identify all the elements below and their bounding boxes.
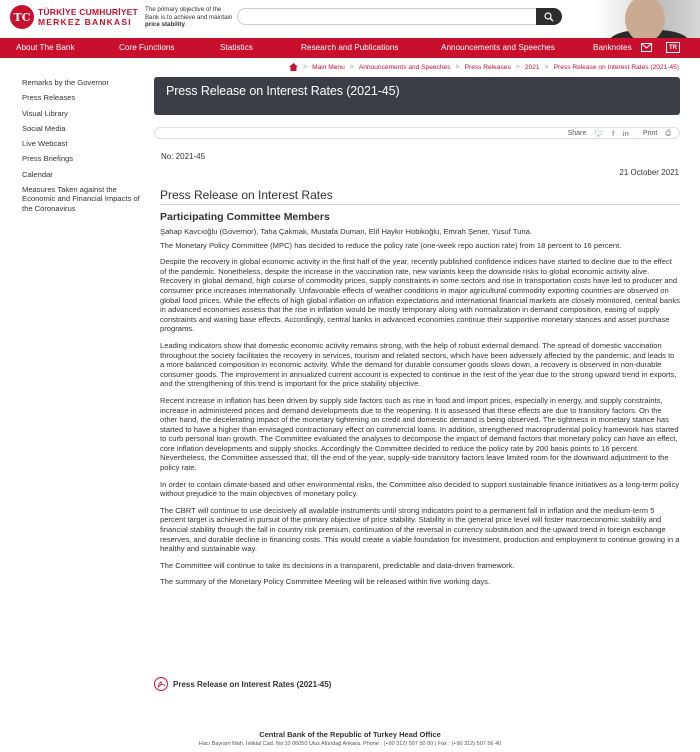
sidebar [22, 78, 142, 219]
governor-photo [595, 0, 700, 38]
page-title: Press Release on Interest Rates (2021-45) [166, 84, 400, 98]
share-bar [154, 127, 680, 139]
paragraph: The CBRT will continue to use decisively all available instruments until strong indicators point to a permanent fall in inflation and the medium-term 5 percent target is achieved in pursuit of the primary objective of price stability. Stability in the general price level will foster macroeconomic stability and financial stability through the fall in country risk premium, continuation of the reversal in currency substitution and the upward trend in foreign exchange reserves, and durable decline in financing costs. This would create a viable foundation for investment, production and employment to continue growing in a healthy and sustainable way. [160, 505, 680, 554]
paragraph: The Committee will continue to take its decisions in a transparent, predictable and data-driven framework. [160, 560, 515, 570]
footer-title: Central Bank of the Republic of Turkey Head Office [259, 730, 441, 739]
logo-mark-icon: TC [10, 5, 34, 29]
language-switch[interactable]: TR [666, 42, 680, 53]
paragraph: Leading indicators show that domestic economic activity remains strong, with the help of robust external demand. The spread of domestic vaccination throughout the society facilitates the recovery in services, tourism and related sectors, which have been adversely affected by the pandemic, and leads to a more balanced composition in economic activity. While the demand for durable consumer goods slows down, a recovery is observed in non-durable consumer goods. The improvement in annualized current account is expected to continue in the rest of the year due to the strong upward trend in exports, and the strengthening of this trend is important for the price stability objective. [160, 340, 677, 389]
nav-core-functions[interactable]: Core Functions [119, 43, 175, 52]
print-label[interactable]: Print [642, 130, 658, 137]
committee-members: Şahap Kavcıoğlu (Governor), Taha Çakmak, Mustafa Duman, Elif Haykır Hobikoğlu, Emrah Şener, Yusuf Tuna. [160, 227, 532, 236]
content-title: Press Release on Interest Rates [160, 188, 680, 205]
mail-icon[interactable] [641, 43, 652, 52]
paragraph: The Monetary Policy Committee (MPC) has decided to reduce the policy rate (one-week repo auction rate) from 18 percent to 16 percent. [160, 240, 622, 250]
print-icon[interactable]: ⎙ [665, 129, 671, 137]
sidebar-item-press-releases[interactable]: Press Releases [22, 93, 76, 103]
page-title-bar [154, 77, 680, 115]
sidebar-item-calendar[interactable]: Calendar [22, 169, 53, 179]
sidebar-item-remarks-by-the-governor[interactable]: Remarks by the Governor [22, 78, 109, 87]
share-label: Share [567, 130, 587, 137]
breadcrumb-year[interactable]: 2021 [524, 63, 540, 71]
breadcrumb-current[interactable]: Press Release on Interest Rates (2021-45) [553, 63, 679, 71]
sidebar-item-live-webcast[interactable]: Live Webcast [22, 139, 68, 149]
sidebar-item-coronavirus-measures[interactable]: Measures Taken against the Economic and Financial Impacts of the Coronavirus [22, 185, 140, 213]
press-release-body [160, 227, 680, 594]
nav-research-and-publications[interactable]: Research and Publications [301, 43, 399, 52]
twitter-icon[interactable]: 🐦︎ [594, 129, 604, 138]
home-icon[interactable] [289, 63, 298, 71]
footer [0, 730, 700, 747]
nav-announcements-and-speeches[interactable]: Announcements and Speeches [441, 43, 555, 52]
main-navbar [0, 38, 700, 58]
pdf-link-label: Press Release on Interest Rates (2021-45) [173, 679, 332, 689]
pdf-download-link[interactable] [154, 677, 331, 691]
breadcrumb: > Main Menu > Announcements and Speeches > Press Releases > 2021 > Press Release on Interest Rates (2021-45) [289, 63, 679, 71]
document-number: No: 2021-45 [161, 152, 206, 161]
sidebar-item-visual-library[interactable]: Visual Library [22, 108, 68, 118]
nav-banknotes[interactable]: Banknotes [593, 43, 632, 52]
tagline: The primary objective of the Bank is to achieve and maintain price stability. [145, 6, 233, 28]
breadcrumb-main-menu[interactable]: Main Menu [312, 63, 345, 71]
cbrt-logo[interactable] [10, 5, 138, 29]
header [0, 0, 700, 38]
sidebar-item-social-media[interactable]: Social Media [22, 123, 66, 133]
logo-line2: MERKEZ BANKASI [38, 17, 132, 27]
breadcrumb-press-releases[interactable]: Press Releases [464, 63, 511, 71]
committee-heading: Participating Committee Members [160, 211, 330, 223]
paragraph: The summary of the Monetary Policy Committee Meeting will be released within five working days. [160, 577, 491, 587]
paragraph: Despite the recovery in global economic activity in the first half of the year, recently published confidence indices have started to decline due to the effect of the pandemic. Nonetheless, despite the increase in the vaccination rate, new variants keep the downside risks to global economic activity alive. Recovery in global demand, high course of commodity prices, supply constraints in some sectors and rise in transportation costs have led to producer and consumer price increases internationally. Unfavorable effects of weather conditions in major agricultural commodity exporting countries are observed on global food prices. While the effects of high global inflation on inflation expectations and international financial markets are closely monitored, central banks in advanced economies assess that the rise in inflation would be mostly temporary along with normalization in demand composition, easing of supply constraints and waning base effects. Accordingly, central banks in advanced economies continue their supportive monetary stances and asset purchase programs. [160, 257, 680, 334]
nav-about-the-bank[interactable]: About The Bank [16, 43, 75, 52]
sidebar-item-press-briefings[interactable]: Press Briefings [22, 154, 74, 164]
logo-line1: TÜRKİYE CUMHURİYET [38, 7, 138, 17]
breadcrumb-announcements[interactable]: Announcements and Speeches [358, 63, 451, 71]
document-date: 21 October 2021 [619, 168, 679, 177]
search-icon [544, 12, 554, 22]
pdf-icon [154, 677, 168, 691]
search-input[interactable] [237, 8, 537, 25]
footer-address: Hacı Bayram Mah. İstiklal Cad. No:10 06050 Ulus Altındağ Ankara. Phone : (+90 312) 507 50 00 | Fax : (+90 312) 507 56 40 [198, 741, 502, 747]
search-button[interactable] [536, 8, 562, 25]
paragraph: In order to contain climate-based and other environmental risks, the Committee also decided to support sustainable finance initiatives as a long-term policy without prejudice to the main objectives of monetary policy. [160, 479, 680, 499]
nav-statistics[interactable]: Statistics [220, 43, 253, 52]
linkedin-icon[interactable]: in [622, 129, 629, 138]
facebook-icon[interactable]: f [611, 129, 615, 138]
paragraph: Recent increase in inflation has been driven by supply side factors such as rise in food and import prices, especially in energy, and supply constraints, increase in administered prices and demand developments due to the reopening. It is assessed that these effects are due to transitory factors. On the other hand, the decelerating impact of the monetary tightening on credit and domestic demand is being observed. The tightness in monetary stance has started to have a higher than envisaged contractionary effect on commercial loans. In addition, strengthened macroprudential policy framework has started to curb personal loan growth. The Committee evaluated the analyses to decompose the impact of demand factors that monetary policy can have an effect, core inflation developments and supply shocks. Accordingly the Committee decided to reduce the policy rate by 200 basis points to 16 percent. Nevertheless, the Committee assessed that, till the end of the year, supply-side transitory factors leave limited room for the downward adjustment to the policy rate. [160, 395, 679, 473]
